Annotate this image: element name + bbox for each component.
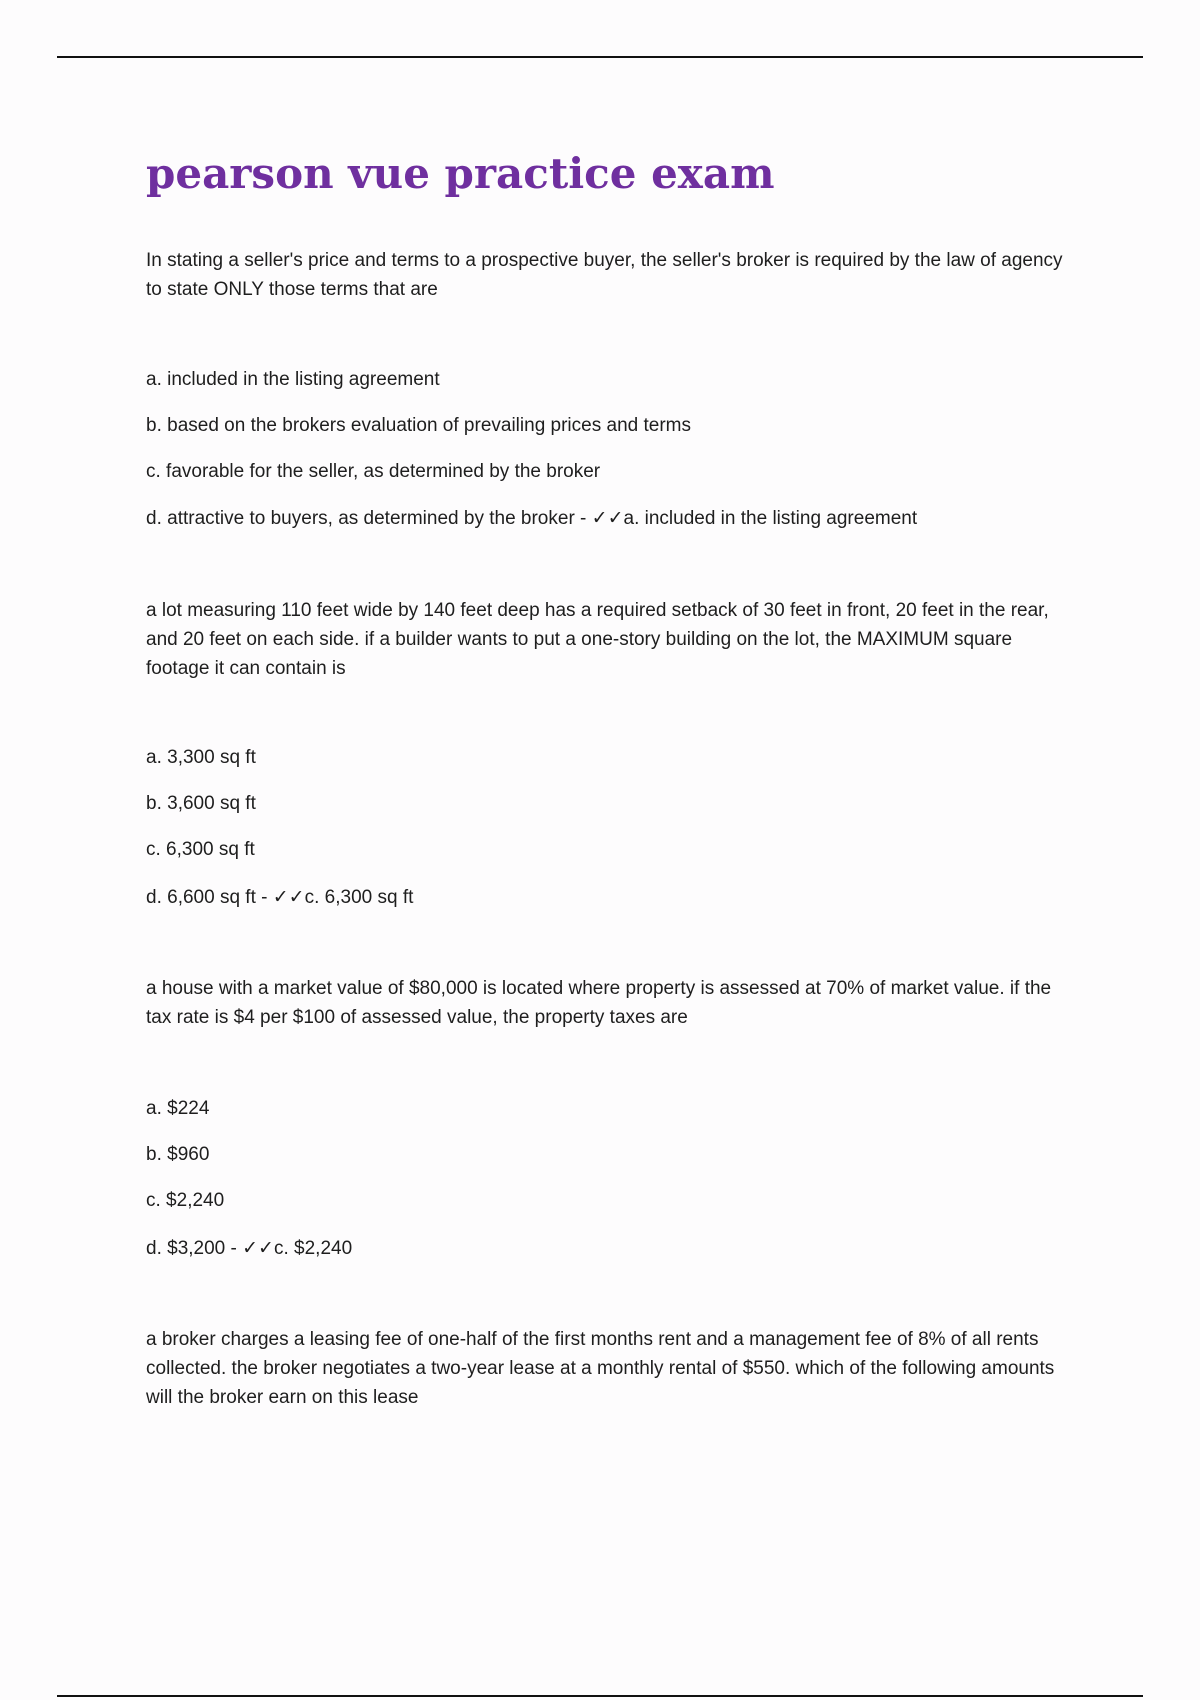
header-rule	[57, 56, 1143, 58]
question-3-option-d	[146, 1235, 352, 1262]
question-2-option-d	[146, 884, 413, 911]
question-2-option-c: c. 6,300 sq ft	[146, 839, 255, 860]
question-3-option-a: a. $224	[146, 1098, 210, 1119]
check-mark-icon: ✓✓	[242, 1237, 274, 1259]
question-3-option-c: c. $2,240	[146, 1190, 225, 1211]
check-mark-icon: ✓✓	[591, 507, 624, 529]
question-3-option-b: b. $960	[146, 1144, 210, 1165]
page-title: pearson vue practice exam	[146, 149, 775, 198]
question-1-option-a: a. included in the listing agreement	[146, 369, 440, 390]
question-2-answer: c. 6,300 sq ft	[304, 887, 414, 908]
question-1-option-d-text: d. attractive to buyers, as determined by the broker -	[146, 508, 592, 529]
question-2-option-b: b. 3,600 sq ft	[146, 793, 256, 814]
question-1-answer: a. included in the listing agreement	[623, 508, 918, 529]
question-3-option-d-text: d. $3,200 -	[146, 1238, 243, 1259]
question-4-text: a broker charges a leasing fee of one-half of the first months rent and a management fee of 8% of all rents collected. the broker negotiates a two-year lease at a monthly rental of $550. which of the following amounts will the broker earn on this lease	[146, 1329, 1055, 1408]
question-1-option-c: c. favorable for the seller, as determined by the broker	[146, 461, 601, 482]
question-2-text: a lot measuring 110 feet wide by 140 feet deep has a required setback of 30 feet in front, 20 feet in the rear, and 20 feet on each side. if a builder wants to put a one-story building on the lot, the MAXIMUM square footage it can contain is	[146, 600, 1049, 679]
question-2-option-d-text: d. 6,600 sq ft -	[146, 887, 273, 908]
question-2-option-a: a. 3,300 sq ft	[146, 747, 256, 768]
question-3-text: a house with a market value of $80,000 is located where property is assessed at 70% of market value. if the tax rate is $4 per $100 of assessed value, the property taxes are	[146, 978, 1052, 1028]
question-3-answer: c. $2,240	[273, 1238, 353, 1259]
footer-rule	[57, 1695, 1143, 1697]
question-1-option-b: b. based on the brokers evaluation of prevailing prices and terms	[146, 415, 691, 436]
question-1-text: In stating a seller's price and terms to a prospective buyer, the seller's broker is required by the law of agency to state ONLY those terms that are	[146, 250, 1063, 300]
check-mark-icon: ✓✓	[272, 886, 305, 908]
question-1-option-d	[146, 505, 917, 532]
